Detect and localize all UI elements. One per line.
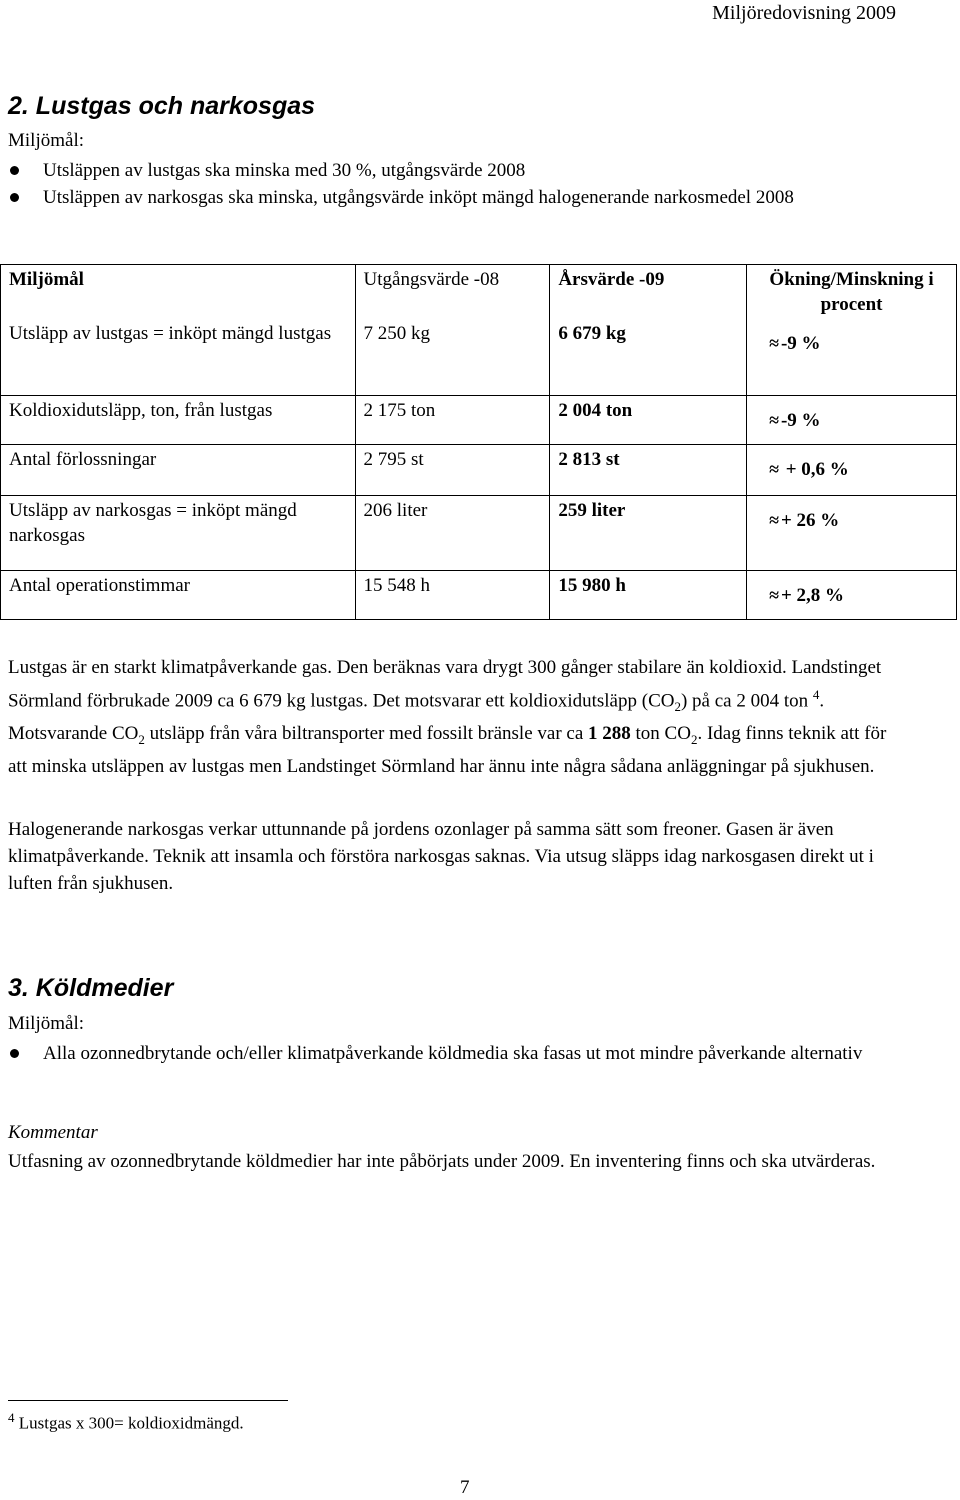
goal-bullet: Utsläppen av lustgas ska minska med 30 %, utgångsvärde 2008 <box>8 157 908 184</box>
row-change-value: + 0,6 % <box>785 459 849 480</box>
row-goal: Antal operationstimmar <box>1 571 356 620</box>
text-run: ) på ca 2 004 ton <box>680 690 813 712</box>
table-header-row <box>1 265 957 320</box>
footnote-number: 4 <box>8 1410 15 1425</box>
row-change-value: + 2,8 % <box>780 585 845 606</box>
table-row <box>1 396 957 445</box>
section-2-goal-list <box>8 157 908 211</box>
row-goal: Utsläpp av narkosgas = inköpt mängd narkosgas <box>1 496 356 571</box>
goal-bullet: Alla ozonnedbrytande och/eller klimatpåverkande köldmedia ska fasas ut mot mindre påverkande alternativ <box>8 1040 888 1067</box>
row-change <box>747 496 957 571</box>
header-change: Ökning/Minskning i procent <box>747 265 957 320</box>
table-row <box>1 496 957 571</box>
row-year-value: 6 679 kg <box>550 319 747 396</box>
goal-bullet: Utsläppen av narkosgas ska minska, utgångsvärde inköpt mängd halogenerande narkosmedel 2008 <box>8 184 908 211</box>
section-2-heading: 2. Lustgas och narkosgas <box>8 92 316 120</box>
bold-value: 1 288 <box>588 723 631 745</box>
section-3-heading: 3. Köldmedier <box>8 974 174 1002</box>
footnote-divider <box>8 1400 288 1401</box>
document-header-title: Miljöredovisning 2009 <box>712 2 896 24</box>
row-year-value: 2 004 ton <box>550 396 747 445</box>
table-row <box>1 319 957 396</box>
page-number: 7 <box>460 1477 470 1498</box>
table-row <box>1 445 957 496</box>
row-change <box>747 396 957 445</box>
text-run: utsläpp från våra biltransporter med fossilt bränsle var ca <box>144 723 589 745</box>
row-change <box>747 445 957 496</box>
row-base-value: 2 795 st <box>355 445 550 496</box>
header-base-value: Utgångsvärde -08 <box>355 265 550 320</box>
text-run: Lustgas är en starkt klimatpåverkande gas. Den beräknas vara drygt 300 gånger stabilare än koldioxid. Landstinget Sörmland förbrukade 2009 ca 6 679 kg lustgas. Det motsvarar ett koldioxidutsläpp (CO <box>8 657 882 712</box>
row-change-value: -9 % <box>780 333 821 354</box>
header-year-value: Årsvärde -09 <box>550 265 747 320</box>
text-run: . Idag finns teknik att för att minska utsläppen av lustgas men Landstinget Sörmland har ännu inte några sådana anläggningar på sjukhusen. <box>8 723 887 777</box>
subscript: 2 <box>674 699 681 715</box>
approx-icon: ≈ <box>769 585 779 605</box>
footnote-ref: 4 <box>812 687 820 702</box>
section-3-goal-label: Miljömål: <box>8 1013 84 1034</box>
header-goal: Miljömål <box>1 265 356 320</box>
approx-icon: ≈ <box>769 510 779 530</box>
goals-table <box>0 264 957 620</box>
row-change <box>747 571 957 620</box>
row-base-value: 7 250 kg <box>355 319 550 396</box>
row-base-value: 2 175 ton <box>355 396 550 445</box>
section-2-goal-label: Miljömål: <box>8 130 84 151</box>
row-change <box>747 319 957 396</box>
subscript: 2 <box>690 731 698 747</box>
narkosgas-paragraph: Halogenerande narkosgas verkar uttunnande på jordens ozonlager på samma sätt som freoner. Gasen är även klimatpåverkande. Teknik att insamla och förstöra narkosgas saknas. Via utsug släpps idag narkosgasen direkt ut i luften från sjukhusen. <box>8 819 874 894</box>
row-year-value: 2 813 st <box>550 445 747 496</box>
lustgas-paragraph <box>8 654 908 780</box>
row-year-value: 259 liter <box>550 496 747 571</box>
comment-text: Utfasning av ozonnedbrytande köldmedier har inte påbörjats under 2009. En inventering finns och ska utvärderas. <box>8 1151 876 1172</box>
row-goal: Koldioxidutsläpp, ton, från lustgas <box>1 396 356 445</box>
row-goal: Antal förlossningar <box>1 445 356 496</box>
text-run: . Motsvarande CO <box>8 690 825 745</box>
row-base-value: 206 liter <box>355 496 550 571</box>
row-change-value: -9 % <box>780 410 821 431</box>
footnote <box>8 1410 244 1434</box>
row-base-value: 15 548 h <box>355 571 550 620</box>
table-row <box>1 571 957 620</box>
section-3-goal-list <box>8 1040 888 1067</box>
comment-label: Kommentar <box>8 1122 98 1143</box>
approx-icon: ≈ <box>769 410 779 430</box>
text-run: ton CO <box>630 723 691 745</box>
row-year-value: 15 980 h <box>550 571 747 620</box>
subscript: 2 <box>138 731 145 747</box>
row-change-value: + 26 % <box>780 510 840 531</box>
footnote-text: Lustgas x 300= koldioxidmängd. <box>14 1413 244 1433</box>
approx-icon: ≈ <box>769 459 779 479</box>
row-goal: Utsläpp av lustgas = inköpt mängd lustgas <box>1 319 356 396</box>
approx-icon: ≈ <box>769 333 779 353</box>
